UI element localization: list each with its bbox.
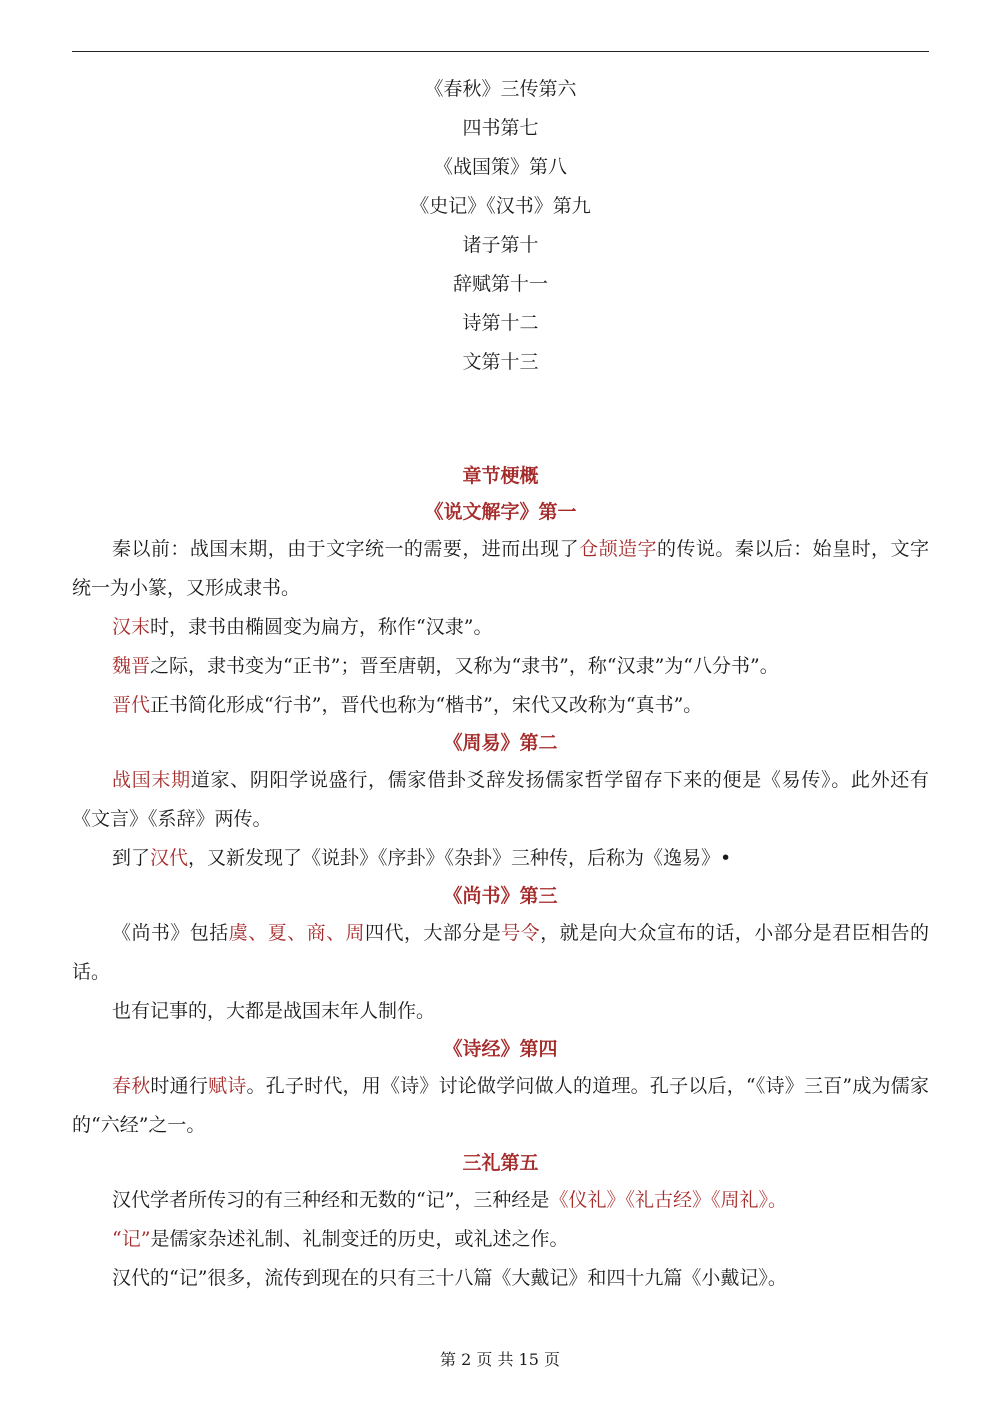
header-rule	[72, 51, 929, 52]
chapter-summary	[72, 458, 929, 1298]
text: 《尚书》包括	[112, 922, 229, 944]
paragraph	[72, 1220, 929, 1259]
highlight: 春秋	[112, 1075, 151, 1097]
chapter-heading: 三礼第五	[462, 1152, 539, 1174]
text: 之际，隶书变为“正书”；晋至唐朝，又称为“隶书”，称“汉隶”为“八分书”。	[150, 655, 779, 677]
text: 。孔子时代，用《诗》讨论做学问做人的道理。孔子以后，“《诗》三百”成为儒家的“六经”之一。	[72, 1075, 929, 1136]
highlight: 魏晋	[112, 655, 151, 677]
toc-item: 诗第十二	[462, 312, 539, 334]
text: 秦以前：战国末期，由于文字统一的需要，进而出现了	[112, 538, 580, 560]
paragraph: 也有记事的，大都是战国末年人制作。	[112, 1000, 436, 1022]
toc-item: 四书第七	[462, 117, 539, 139]
paragraph	[72, 914, 929, 992]
text: 时通行	[150, 1075, 209, 1097]
paragraph	[72, 686, 929, 725]
highlight: 晋代	[112, 694, 151, 716]
paragraph	[72, 608, 929, 647]
paragraph	[72, 1181, 929, 1220]
text: 是儒家杂述礼制、礼制变迁的历史，或礼述之作。	[150, 1228, 569, 1250]
paragraph	[72, 761, 929, 839]
chapter-heading: 《周易》第二	[443, 732, 558, 754]
chapter-heading: 《诗经》第四	[443, 1038, 558, 1060]
paragraph	[72, 839, 929, 878]
highlight: 《仪礼》《礼古经》《周礼》。	[549, 1189, 787, 1211]
text: 道家、阴阳学说盛行，儒家借卦爻辞发扬儒家哲学留存下来的便是《易传》。此外还有《文言》《系辞》两传。	[72, 769, 929, 830]
paragraph	[72, 530, 929, 608]
section-title: 章节梗概	[462, 465, 539, 487]
text: 时，隶书由椭圆变为扁方，称作“汉隶”。	[150, 616, 493, 638]
toc-item: 文第十三	[462, 351, 539, 373]
highlight: 号令	[501, 922, 541, 944]
toc-item: 《战国策》第八	[433, 156, 567, 178]
highlight: “记”	[112, 1228, 151, 1250]
paragraph: 汉代的“记”很多，流传到现在的只有三十八篇《大戴记》和四十九篇《小戴记》。	[112, 1267, 787, 1289]
table-of-contents	[72, 70, 929, 382]
highlight: 汉末	[112, 616, 151, 638]
toc-item: 诸子第十	[462, 234, 539, 256]
highlight: 赋诗	[208, 1075, 247, 1097]
highlight: 战国末期	[112, 769, 191, 791]
text: 正书简化形成“行书”，晋代也称为“楷书”，宋代又改称为“真书”。	[150, 694, 703, 716]
text: ，就是向大众宣布的话，小部分是君臣相告的话。	[72, 922, 929, 983]
chapter-heading: 《尚书》第三	[443, 885, 558, 907]
text: 汉代学者所传习的有三种经和无数的“记”，三种经是	[112, 1189, 550, 1211]
chapter-heading: 《说文解字》第一	[424, 501, 577, 523]
text: 的传说。秦以后：始皇时，文字统一为小篆，又形成隶书。	[72, 538, 929, 599]
text: 四代，大部分是	[365, 922, 502, 944]
highlight: 虞、夏、商、周	[228, 922, 366, 944]
highlight: 汉代	[150, 847, 189, 869]
toc-item: 《春秋》三传第六	[424, 78, 577, 100]
paragraph	[72, 647, 929, 686]
toc-item: 《史记》《汉书》第九	[410, 195, 591, 217]
paragraph	[72, 1067, 929, 1145]
page-number: 第 2 页 共 15 页	[440, 1350, 560, 1369]
text: ，又新发现了《说卦》《序卦》《杂卦》三种传，后称为《逸易》•	[188, 847, 732, 869]
text: 到了	[112, 847, 151, 869]
highlight: 仓颉造字	[579, 538, 657, 560]
toc-item: 辞赋第十一	[452, 273, 548, 295]
